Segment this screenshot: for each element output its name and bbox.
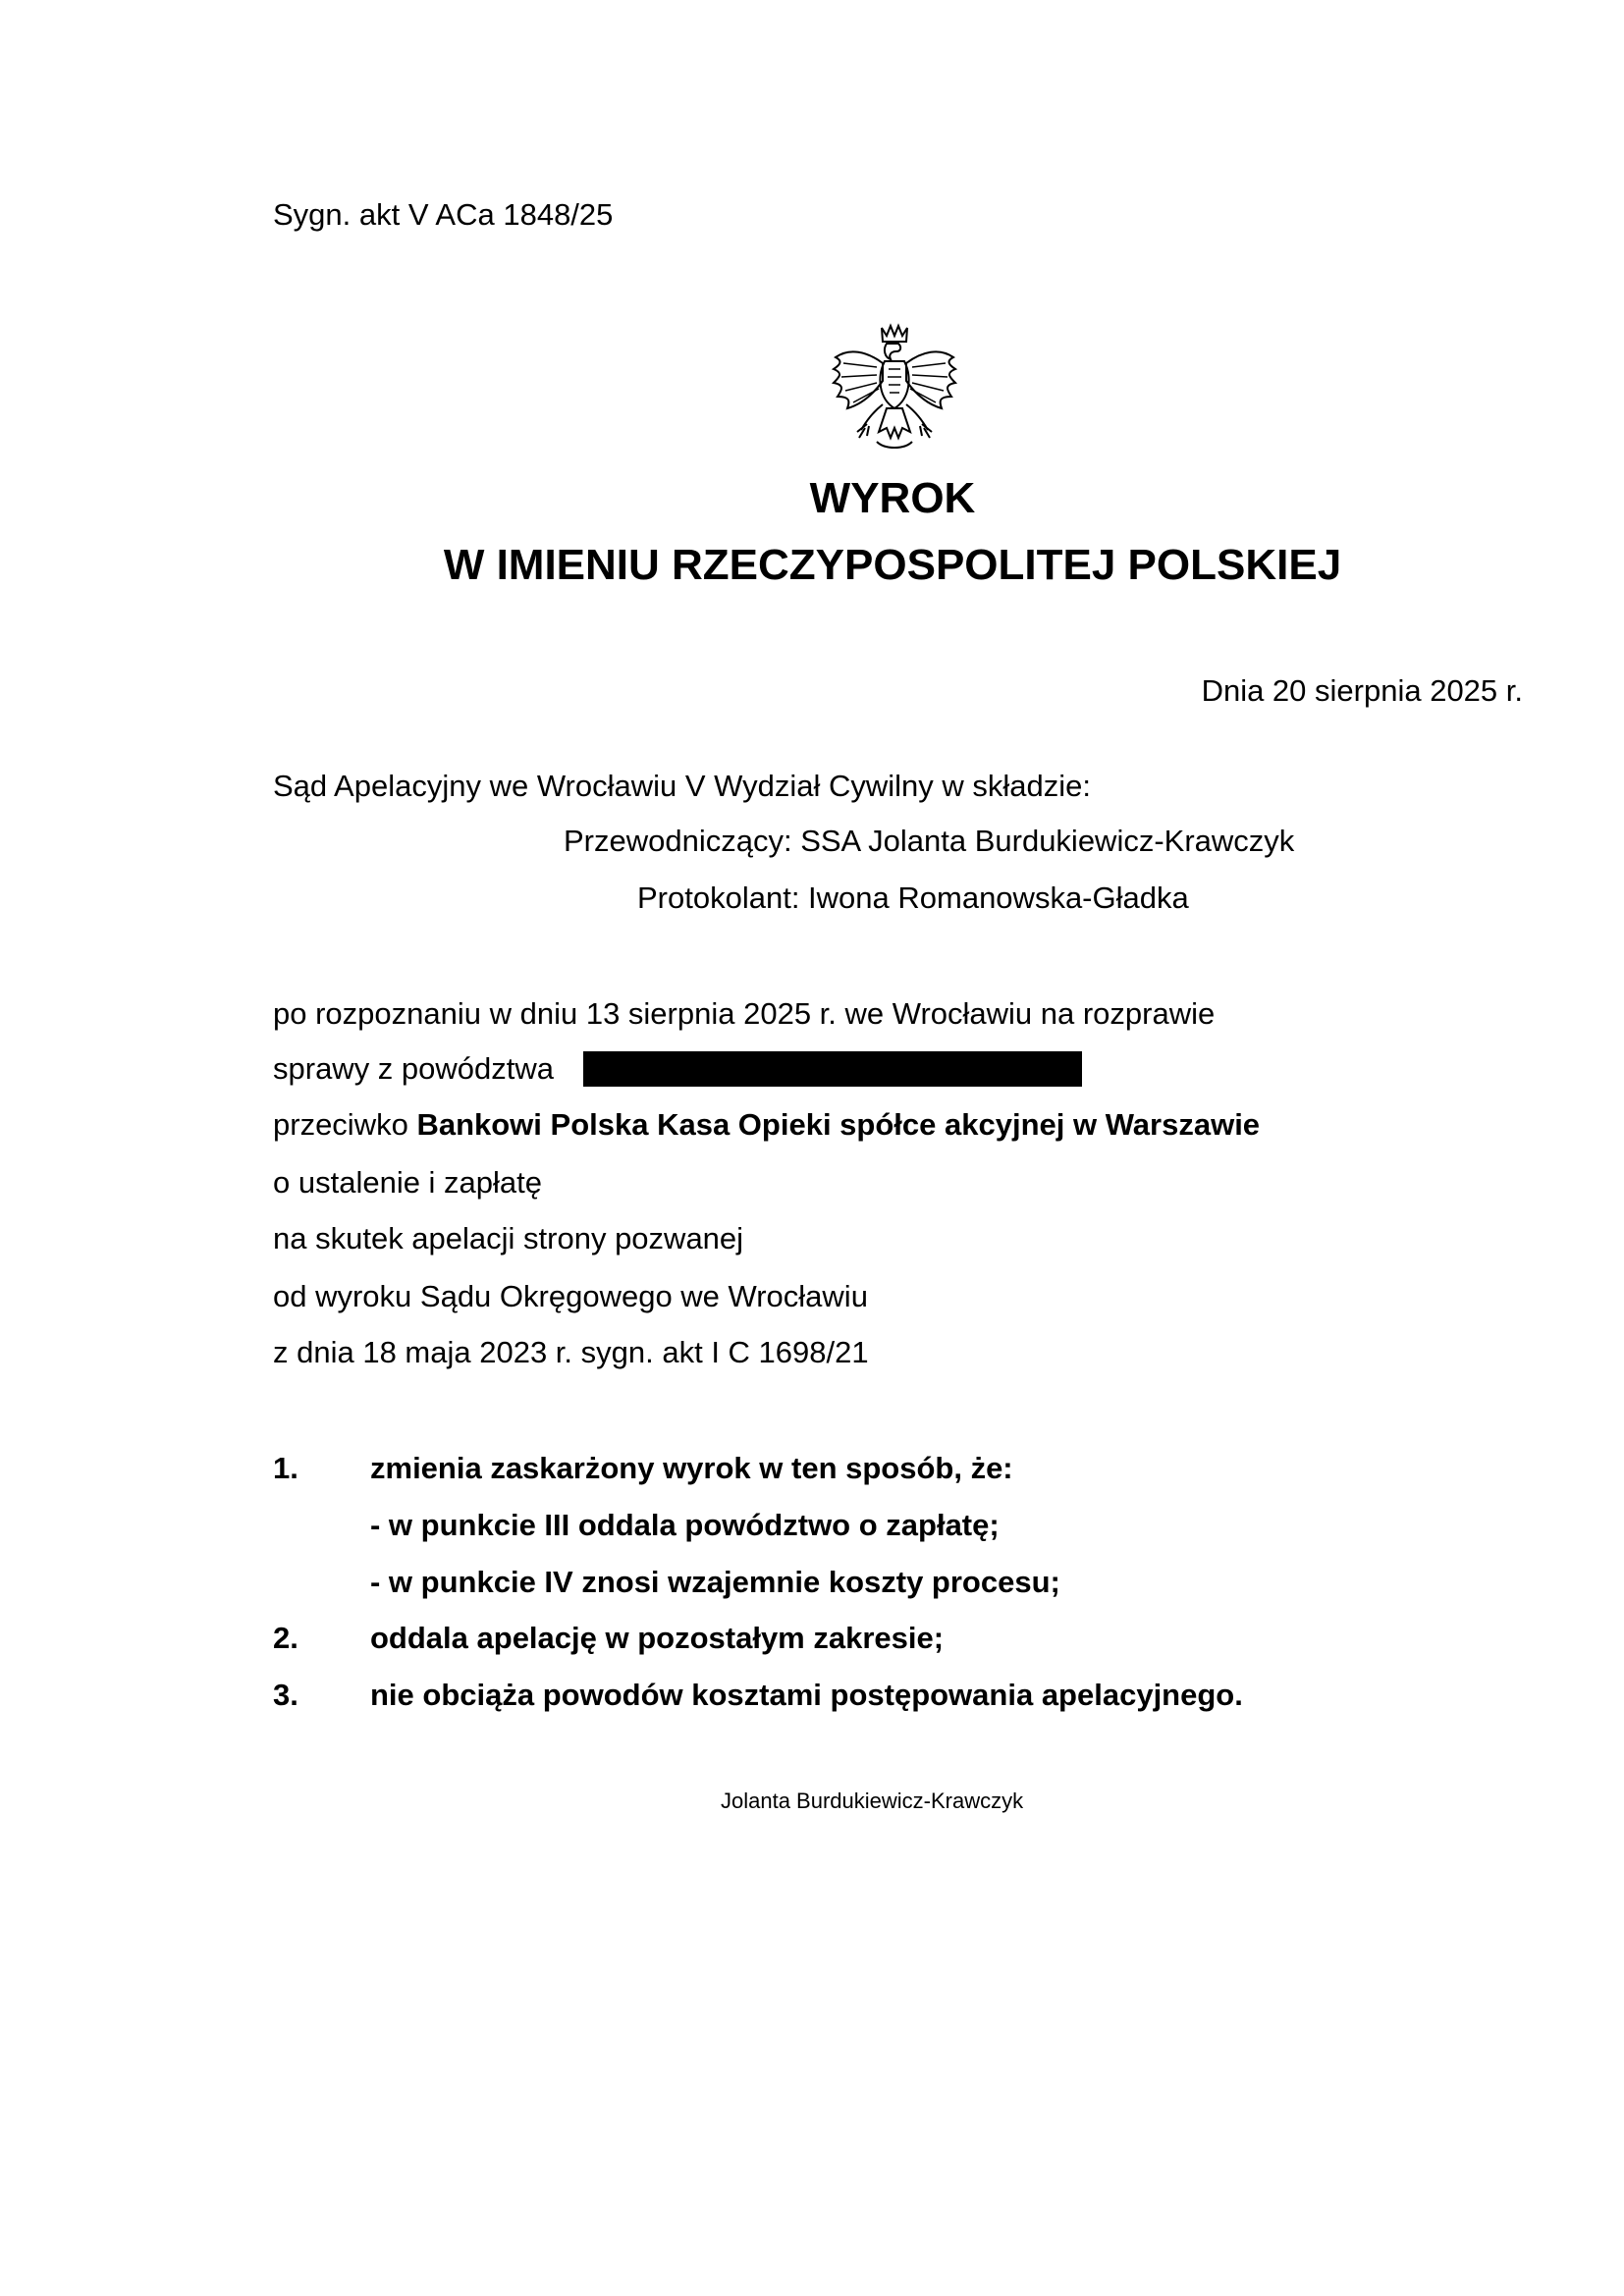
ruling-item-number: 2. xyxy=(273,1621,298,1655)
hearing-line: po rozpoznaniu w dniu 13 sierpnia 2025 r. we Wrocławiu na rozprawie xyxy=(273,996,1216,1031)
defendant-name: Bankowi Polska Kasa Opieki spółce akcyjnej w Warszawie xyxy=(416,1107,1261,1142)
ruling-item-number: 3. xyxy=(273,1678,298,1712)
court-composition: Sąd Apelacyjny we Wrocławiu V Wydział Cywilny w składzie: xyxy=(273,769,1092,803)
ruling-item-text: oddala apelację w pozostałym zakresie; xyxy=(370,1621,945,1655)
ruling-item-text: nie obciąża powodów kosztami postępowania apelacyjnego. xyxy=(370,1678,1243,1712)
ruling-subitem-text: - w punkcie III oddala powództwo o zapłatę; xyxy=(370,1508,1000,1542)
claimant-line: sprawy z powództwa xyxy=(273,1051,555,1086)
defendant-prefix: przeciwko xyxy=(273,1107,417,1142)
ruling-item-number: 1. xyxy=(273,1451,298,1485)
lower-court-date-line: z dnia 18 maja 2023 r. sygn. akt I C 1698/21 xyxy=(273,1335,869,1369)
ruling-item-text: zmienia zaskarżony wyrok w ten sposób, że: xyxy=(370,1451,1013,1485)
lower-court-line: od wyroku Sądu Okręgowego we Wrocławiu xyxy=(273,1279,868,1313)
ruling-subitem-text: - w punkcie IV znosi wzajemnie koszty procesu; xyxy=(370,1565,1060,1599)
polish-eagle-emblem-icon xyxy=(828,322,961,459)
redacted-claimant-name xyxy=(583,1051,1082,1087)
document-subtitle: W IMIENIU RZECZYPOSPOLITEJ POLSKIEJ xyxy=(443,541,1342,589)
court-clerk: Protokolant: Iwona Romanowska-Gładka xyxy=(637,881,1189,915)
judgment-date: Dnia 20 sierpnia 2025 r. xyxy=(1201,673,1523,708)
case-number: Sygn. akt V ACa 1848/25 xyxy=(273,197,614,232)
subject-line: o ustalenie i zapłatę xyxy=(273,1165,543,1200)
judge-signature: Jolanta Burdukiewicz-Krawczyk xyxy=(721,1789,1024,1813)
document-title: WYROK xyxy=(809,474,976,522)
appeal-line: na skutek apelacji strony pozwanej xyxy=(273,1221,744,1255)
presiding-judge: Przewodniczący: SSA Jolanta Burdukiewicz-Krawczyk xyxy=(564,824,1295,858)
defendant-line xyxy=(273,1109,1260,1140)
